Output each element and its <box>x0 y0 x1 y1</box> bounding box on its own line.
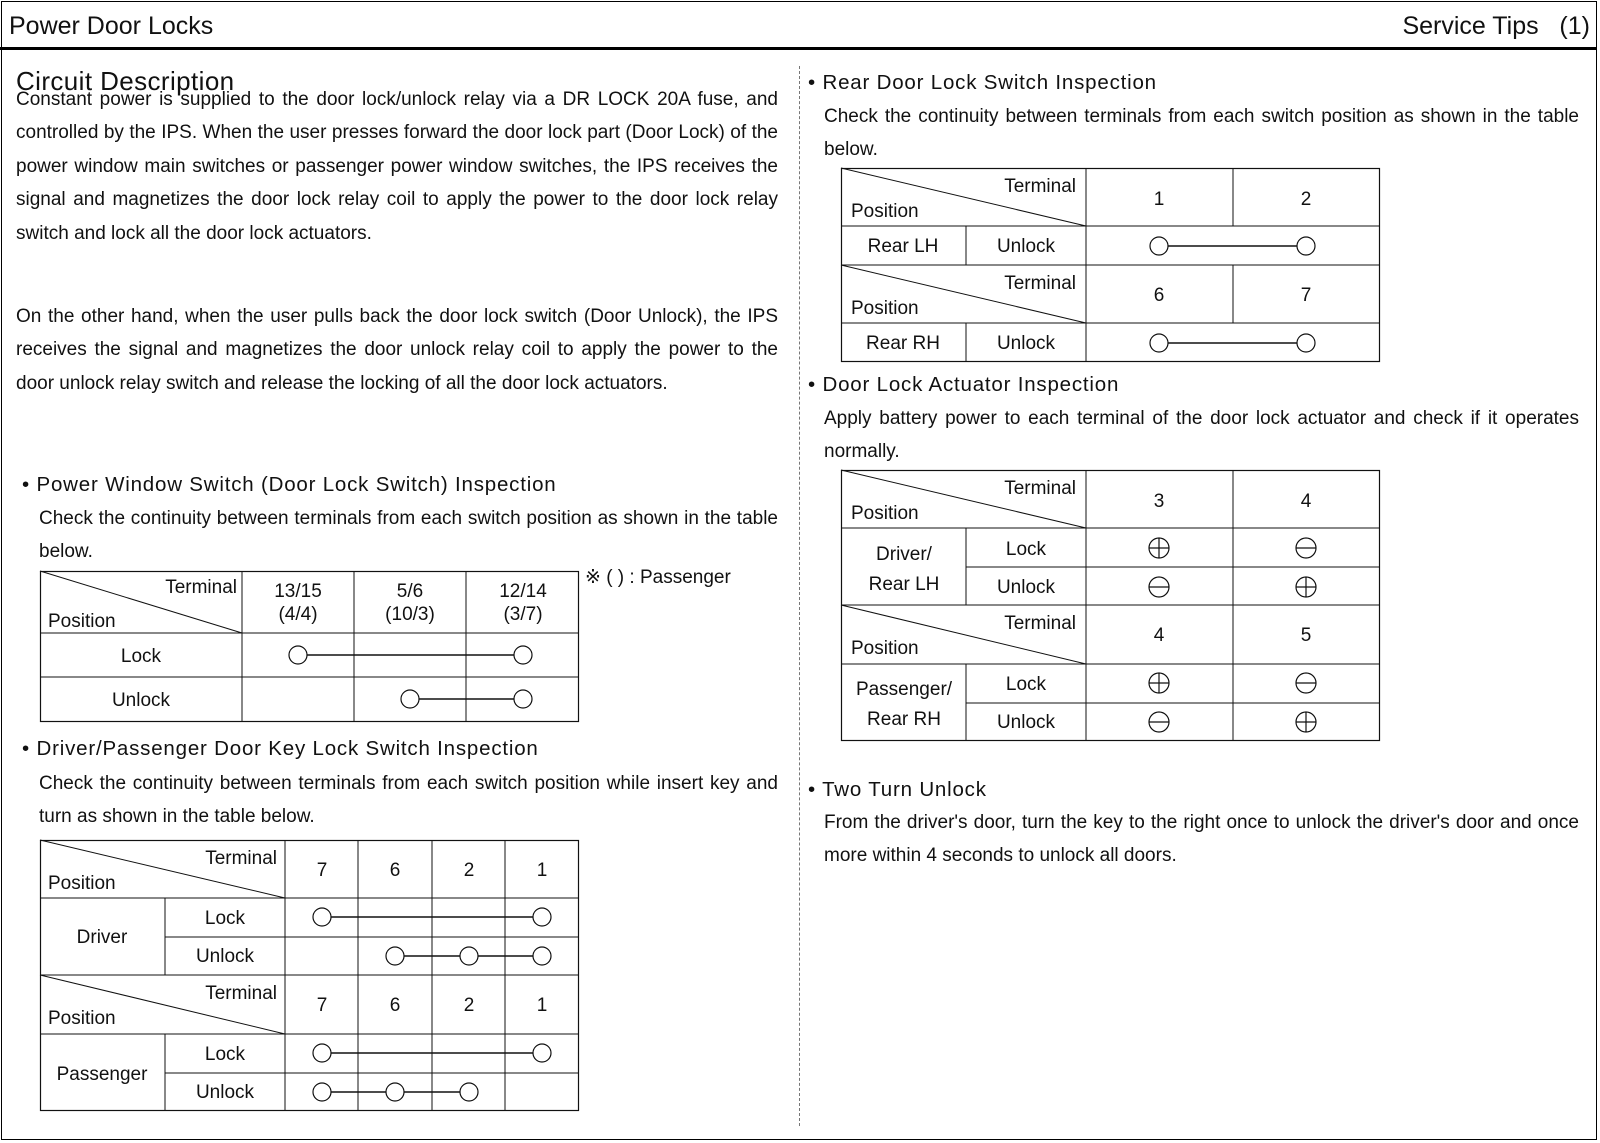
row-label: Unlock <box>111 690 171 711</box>
group-label: Rear RH <box>867 709 941 730</box>
column-header: 1 <box>536 995 548 1016</box>
minus-terminal-icon <box>1149 712 1169 732</box>
position-label: Position <box>851 638 919 659</box>
column-header: 2 <box>463 995 475 1016</box>
continuity-terminal-icon <box>533 908 551 926</box>
continuity-terminal-icon <box>1297 334 1315 352</box>
pws-text: Check the continuity between terminals from each switch position as shown in the table below. <box>39 508 778 563</box>
page-header <box>0 0 1596 50</box>
group-label: Passenger <box>56 1064 148 1085</box>
column-header-sub: (4/4) <box>278 604 318 625</box>
continuity-terminal-icon <box>514 646 532 664</box>
page-section-label: Service Tips (1) <box>1402 12 1590 40</box>
minus-terminal-icon <box>1296 673 1316 693</box>
column-header: 6 <box>1153 285 1165 306</box>
column-header: 7 <box>1300 285 1312 306</box>
rear-heading: • Rear Door Lock Switch Inspection <box>808 71 1157 94</box>
page-title: Power Door Locks <box>9 12 214 40</box>
continuity-terminal-icon <box>386 947 404 965</box>
continuity-terminal-icon <box>533 1044 551 1062</box>
row-label: Unlock <box>195 946 255 967</box>
actuator-table <box>841 470 1381 742</box>
continuity-terminal-icon <box>313 1083 331 1101</box>
pws-table <box>40 571 580 723</box>
position-label: Position <box>851 503 919 524</box>
circuit-description-para2: On the other hand, when the user pulls back the door lock switch (Door Unlock), the IPS receives the signal and magnetizes the door unlock relay coil to apply the power to the door unlock relay switch and release the locking of all the door lock actuators. <box>16 306 778 394</box>
continuity-terminal-icon <box>313 908 331 926</box>
continuity-terminal-icon <box>1150 237 1168 255</box>
continuity-terminal-icon <box>514 690 532 708</box>
twoturn-title: Two Turn Unlock <box>822 778 987 801</box>
twoturn-text: From the driver's door, turn the key to the right once to unlock the driver's door and once more within 4 seconds to unlock all doors. <box>824 812 1579 867</box>
terminal-label: Terminal <box>165 577 237 598</box>
terminal-label: Terminal <box>1004 176 1076 197</box>
row-label: Rear RH <box>866 333 940 354</box>
row-label: Lock <box>1005 539 1047 560</box>
column-header: 13/15 <box>274 581 322 602</box>
circuit-description-heading: Circuit Description <box>16 66 235 96</box>
continuity-terminal-icon <box>313 1044 331 1062</box>
row-label: Unlock <box>996 712 1056 733</box>
plus-terminal-icon <box>1149 673 1169 693</box>
actuator-heading: • Door Lock Actuator Inspection <box>808 373 1120 396</box>
column-header-sub: (10/3) <box>385 604 435 625</box>
column-header-sub: (3/7) <box>503 604 543 625</box>
key-table <box>40 840 580 1112</box>
minus-terminal-icon <box>1149 577 1169 597</box>
twoturn-heading: • Two Turn Unlock <box>808 778 987 801</box>
column-header: 2 <box>463 860 475 881</box>
rear-title: Rear Door Lock Switch Inspection <box>822 71 1157 94</box>
terminal-label: Terminal <box>1004 273 1076 294</box>
continuity-terminal-icon <box>386 1083 404 1101</box>
column-header: 6 <box>389 860 401 881</box>
plus-terminal-icon <box>1149 538 1169 558</box>
passenger-note: ※ ( ) : Passenger <box>585 567 731 588</box>
actuator-text: Apply battery power to each terminal of the door lock actuator and check if it operates normally. <box>824 408 1579 463</box>
circuit-description-para1: Constant power is supplied to the door lock/unlock relay via a DR LOCK 20A fuse, and controlled by the IPS. When the user presses forward the door lock part (Door Lock) of the power window main switches or passenger power window switches, the IPS receives the signal and magnetizes the door lock relay coil to apply the power to the door lock relay switch and lock all the door lock actuators. <box>16 89 778 244</box>
position-label: Position <box>851 201 919 222</box>
position-label: Position <box>48 611 116 632</box>
row-label: Lock <box>204 1044 246 1065</box>
continuity-terminal-icon <box>401 690 419 708</box>
column-header: 5 <box>1300 625 1312 646</box>
key-text: Check the continuity between terminals from each switch position while insert key and turn as shown in the table below. <box>39 773 778 828</box>
column-header: 6 <box>389 995 401 1016</box>
column-divider <box>799 66 800 1126</box>
column-header: 2 <box>1300 189 1312 210</box>
key-title: Driver/Passenger Door Key Lock Switch Inspection <box>36 737 539 760</box>
column-header: 12/14 <box>499 581 547 602</box>
continuity-terminal-icon <box>1297 237 1315 255</box>
pws-heading: • Power Window Switch (Door Lock Switch) Inspection <box>22 473 557 496</box>
position-label: Position <box>48 873 116 894</box>
terminal-label: Terminal <box>205 848 277 869</box>
column-header: 1 <box>1153 189 1165 210</box>
row-label: Lock <box>120 646 162 667</box>
terminal-label: Terminal <box>205 983 277 1004</box>
row-label: Unlock <box>996 333 1056 354</box>
column-header: 7 <box>316 995 328 1016</box>
continuity-terminal-icon <box>460 947 478 965</box>
position-label: Position <box>851 298 919 319</box>
continuity-terminal-icon <box>289 646 307 664</box>
terminal-label: Terminal <box>1004 613 1076 634</box>
actuator-title: Door Lock Actuator Inspection <box>822 373 1120 396</box>
terminal-label: Terminal <box>1004 478 1076 499</box>
continuity-terminal-icon <box>1150 334 1168 352</box>
row-label: Unlock <box>996 236 1056 257</box>
plus-terminal-icon <box>1296 577 1316 597</box>
row-label: Lock <box>1005 674 1047 695</box>
continuity-terminal-icon <box>460 1083 478 1101</box>
column-header: 1 <box>536 860 548 881</box>
minus-terminal-icon <box>1296 538 1316 558</box>
column-header: 4 <box>1153 625 1165 646</box>
position-label: Position <box>48 1008 116 1029</box>
row-label: Unlock <box>195 1082 255 1103</box>
group-label: Passenger/ <box>855 679 953 700</box>
pws-title: Power Window Switch (Door Lock Switch) Inspection <box>36 473 557 496</box>
row-label: Unlock <box>996 577 1056 598</box>
rear-table <box>841 168 1381 364</box>
column-header: 3 <box>1153 491 1165 512</box>
row-label: Lock <box>204 908 246 929</box>
row-label: Rear LH <box>867 236 939 257</box>
key-heading: • Driver/Passenger Door Key Lock Switch Inspection <box>22 737 539 760</box>
rear-text: Check the continuity between terminals from each switch position as shown in the table below. <box>824 106 1579 161</box>
group-label: Driver <box>76 927 128 948</box>
column-header: 5/6 <box>396 581 424 602</box>
continuity-terminal-icon <box>533 947 551 965</box>
group-label: Driver/ <box>876 544 932 565</box>
column-header: 4 <box>1300 491 1312 512</box>
column-header: 7 <box>316 860 328 881</box>
group-label: Rear LH <box>868 574 940 595</box>
plus-terminal-icon <box>1296 712 1316 732</box>
